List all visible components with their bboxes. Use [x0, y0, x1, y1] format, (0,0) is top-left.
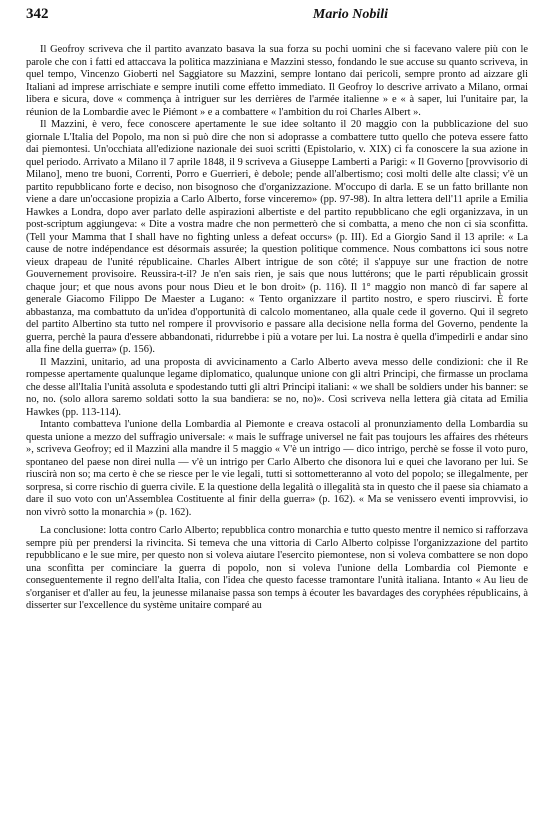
paragraph: Intanto combatteva l'unione della Lombardia al Piemonte e creava ostacoli al pronunziamento della Lombardia su questa unione a mezzo del suffragio universale: « mais le suffrage universel ne fait pas toujours les affaires des rhéteurs », scriveva Geofroy; ed il Mazzini alla mandre il 5 maggio « V'è un intrigo — dico intrigo, perchè se fosse il voto puro, spontaneo del paese non direi nulla — v'è un intrigo per Carlo Alberto che disonora lui e quei che lavorano per lui. Se riuscirà non so; ma certo è che se riesce per le vie legali, tutti si sottometteranno al voto del popolo; se illegalmente, per sorpresa, si corre rischio di guerra civile. E la questione della legalità o illegalità sta in questo che il paese sia chiamato a dare il suo voto con un'Assemblea Costituente al finir della guerra» (p. 162). « Ma se venissero eventi improvvisi, io non vivrò sotto la monarchia » (p. 162).: [26, 419, 528, 518]
page-number: 342: [26, 6, 49, 22]
paragraph: Il Geofroy scriveva che il partito avanzato basava la sua forza su pochi uomini che si facevano valere più con le parole che con i fatti ed attaccava la politica mazziniana e Mazzini stesso, fondando le sue accuse su quanto scriveva, in quel tempo, Vincenzo Gioberti nel Saggiatore su Mazzini, sempre lontano dai pericoli, sempre pronto ad aizzare gli Italiani ad imprese arrischiate e sempre inutili come effetto immediato. Il Geofroy lo descrive arrivato a Milano, ormai libera e sicura, dove « commença à intriguer sur les derrières de l'armée italienne » e « à saper, lui l'unitaire par, la réunion de la Lombardie avec le Piémont » e a combattere « l'ambition du roi Charles Albert ».: [26, 44, 528, 118]
page-header: [26, 6, 528, 30]
paragraph: Il Mazzini, è vero, fece conoscere apertamente le sue idee soltanto il 20 maggio con la pubblicazione del suo giornale L'Italia del Popolo, ma non si può dire che non si adoprasse a combattere tutto quello che poteva essere fatto dai piemontesi. Un'occhiata all'edizione nazionale dei suoi scritti (Epistolario, v. XIX) ci fa conoscere la sua azione in quel periodo. Arrivato a Milano il 7 aprile 1848, il 9 scriveva a Giuseppe Lamberti a Parigi: « Il Governo [provvisorio di Milano], meno tre buoni, Correnti, Porro e Guerrieri, è debole; pende all'albertismo; così molti delle alte classi; v'è un partito repubblicano forte e deciso, non bisognoso che d'organizzazione. M'occupo di darla. E se un fatto brillante non viene a dare un'occasione propizia a Carlo Alberto, forse vinceremo» (pp. 97-98). In altra lettera dell'11 aprile a Emilia Hawkes a Londra, dopo aver parlato delle aspirazioni albertiste e del partito repubblicano che egli organizzava, in un post-scriptum aggiungeva: « Dite a vostra madre che non permetterò che si combatta, a meno che non ci sia sconfitta. (Tell your Mamma that I shall have no fighting unless a defeat occurs» (p. III). Ed a Giorgio Sand il 13 aprile: « La cause de notre indépendance est désormais assurée; la question politique commence. Nous combattons ici sous notre vieux drapeau de l'unité républicaine. Charles Albert intrigue de son côté; il s'appuye sur une fraction de notre Gouvernement provisoire. Reussira-t-il? Je n'en sais rien, je sais que nous luttérons; que le parti républicain grossit chaque jour; et que nous avons pour nous Dieu et le bon droit» (p. 116). Il 1° maggio non mancò di far sapere al generale Giacomo Filippo De Maester a Lugano: « Tento organizzare il partito nostro, e spero riuscirvi. È forte abbastanza, ma combattuto da un'idea d'opportunità di calcolo momentaneo, alla quale cede il governo. Qui il segreto del partito Albertino sta tutto nel rompere il provvisorio e passare alla decisione nella forma del Governo, pendente la guerra, perchè la paura d'essere abbandonati, ridurrebbe i più a votare per lui. La nostra è quella d'impedirli e andar sino alla fine della guerra» (p. 156).: [26, 119, 528, 355]
paragraph: La conclusione: lotta contro Carlo Alberto; repubblica contro monarchia e tutto questo mentre il nemico si rafforzava sempre più per prendersi la rivincita. Si temeva che una vittoria di Carlo Alberto colpisse l'organizzazione del partito repubblicano e le sue mire, per questo non si voleva aiutare l'esercito piemontese, non si voleva combattere se non dopo una sconfitta per cominciare la guerra di popolo, non si voleva l'unione della Lombardia col Piemonte e conseguentemente il regno dell'alta Italia, con l'idea che questo facesse tramontare l'unità italiana. Intanto « Au lieu de s'organiser et d'aller au feu, la jeunesse milanaise passa son temps à écouter les bavardages des coryphées républicains, à disserter sur l'excellence du système unitaire comparé au: [26, 525, 528, 611]
body-text: [26, 44, 528, 613]
paragraph: Il Mazzini, unitario, ad una proposta di avvicinamento a Carlo Alberto aveva messo delle condizioni: che il Re rompesse apertamente qualunque legame diplomatico, qualunque unione con gli altri Principi, che firmasse un proclama che desse all'Italia l'unità assoluta e spodestando tutti gli altri Principi italiani: « we shall be soldiers under his banner: se no, no. (solo allora saremo soldati sotto la sua bandiera: se no, no)». Così scriveva nella lettera già citata ad Emilia Hawkes (pp. 113-114).: [26, 356, 528, 418]
running-head: Mario Nobili: [312, 7, 388, 22]
